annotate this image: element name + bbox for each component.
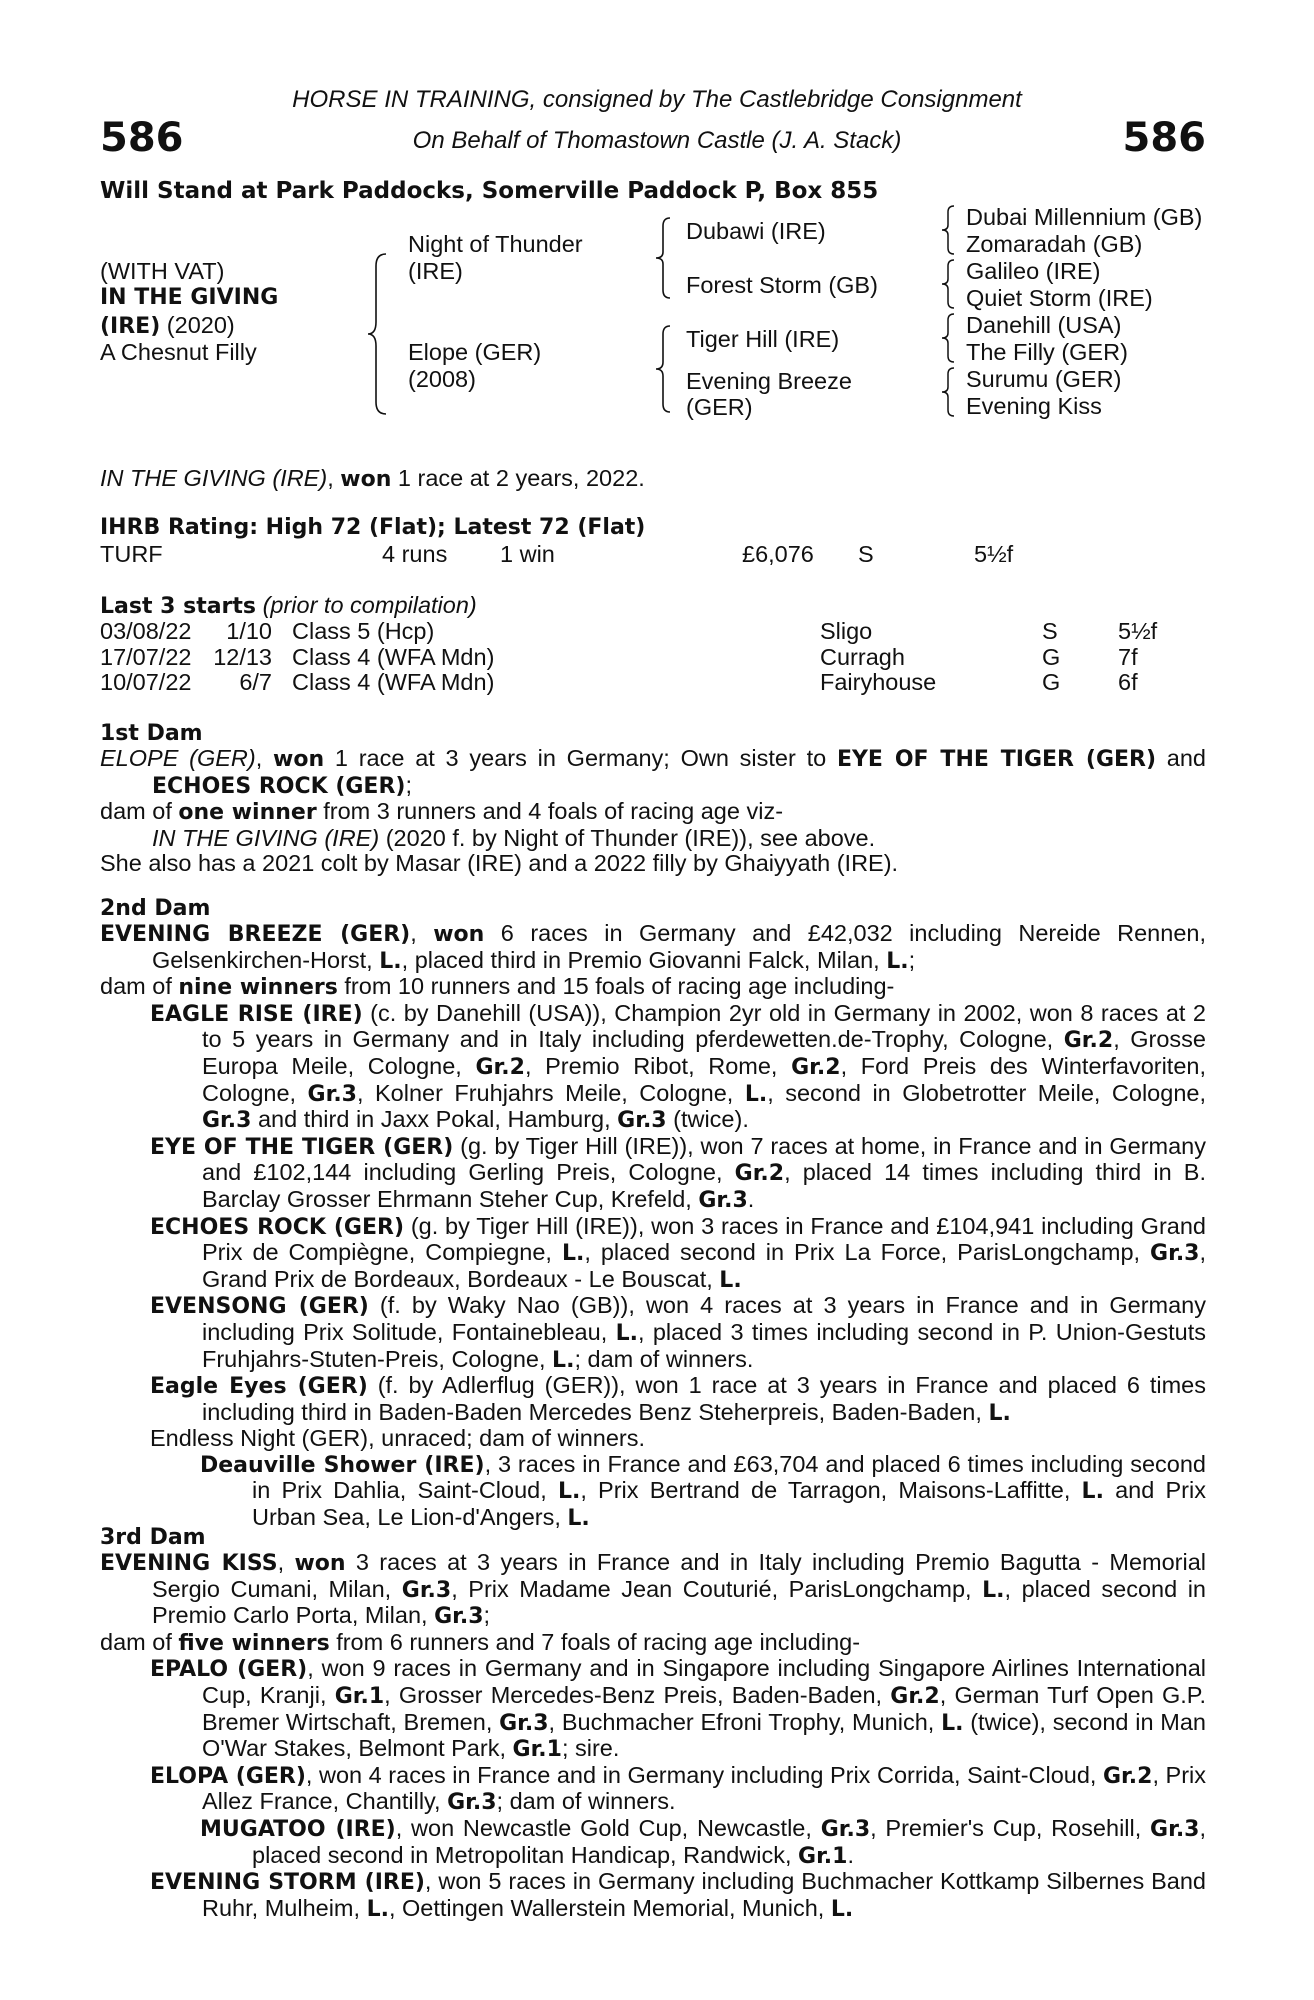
text: 3 races at 3 years in France and in Italy including Premio Bagutta - Memorial Sergio Cumani, Milan, bbox=[152, 1549, 1206, 1602]
text: , placed second in Metropolitan Handicap, Randwick, bbox=[252, 1814, 1207, 1868]
sire-dam: Forest Storm (GB) bbox=[686, 272, 878, 298]
text: 6 races in Germany and £42,032 including Nereide Rennen, Gelsenkirchen-Horst, bbox=[152, 920, 1206, 973]
start-pos: 1/10 bbox=[226, 618, 272, 644]
text: , Premier's Cup, Rosehill, bbox=[870, 1814, 1151, 1841]
text: from 6 runners and 7 foals of racing age including- bbox=[329, 1628, 861, 1655]
dam-line2: (2008) bbox=[408, 366, 476, 392]
sire-sire-dam: Zomaradah (GB) bbox=[966, 231, 1143, 257]
text: , Grosse Europa Meile, Cologne, bbox=[202, 1026, 1206, 1079]
sire-dam-sire: Galileo (IRE) bbox=[966, 258, 1101, 284]
rating-row bbox=[0, 541, 1314, 567]
text: , Prix Allez France, Chantilly, bbox=[202, 1761, 1206, 1815]
bold-text: Gr.3 bbox=[307, 1081, 357, 1107]
dam-sire-sire: Danehill (USA) bbox=[966, 312, 1122, 338]
text: , placed 3 times including second in P. Union-Gestuts Fruhjahrs-Stuten-Preis, Cologne, bbox=[202, 1318, 1206, 1372]
start-dist: 7f bbox=[1118, 643, 1138, 670]
bold-text: L. bbox=[982, 1577, 1005, 1603]
start-going: G bbox=[1042, 669, 1061, 696]
bold-text: Eagle Eyes (GER) bbox=[150, 1374, 368, 1400]
bold-text: Gr.3 bbox=[401, 1577, 452, 1603]
bold-text: Gr.1 bbox=[512, 1737, 562, 1763]
rating-going: S bbox=[858, 541, 874, 567]
bold-text: Gr.3 bbox=[447, 1790, 497, 1816]
first-dam-foal: IN THE GIVING (IRE) (2020 f. by Night of Thunder (IRE)), see above. bbox=[152, 824, 876, 851]
bold-text: ECHOES ROCK (GER) bbox=[150, 1214, 405, 1240]
bold-text: Gr.2 bbox=[734, 1161, 785, 1187]
produce-evening-storm bbox=[100, 1869, 1206, 1922]
start-row bbox=[0, 669, 1314, 695]
bold-text: won bbox=[433, 922, 485, 947]
text: ; bbox=[908, 946, 916, 973]
rating-surface: TURF bbox=[100, 541, 163, 567]
text: (f. by Adlerflug (GER)), won 1 race at 3 years in France and placed 6 times including third in Baden-Baden Mercedes Benz Steherpreis, Baden-Baden, bbox=[202, 1372, 1206, 1425]
text: , won 9 races in Germany and in Singapore including Singapore Airlines International Cup, Kranji, bbox=[202, 1655, 1206, 1708]
pedigree-brace-dd bbox=[940, 366, 956, 418]
bold-text: EVENING STORM (IRE) bbox=[150, 1870, 425, 1896]
text: ; dam of winners. bbox=[496, 1788, 676, 1815]
dam-sire: Tiger Hill (IRE) bbox=[686, 326, 840, 352]
pedigree-brace-ds bbox=[940, 312, 956, 364]
bold-text: L. bbox=[830, 1896, 854, 1922]
start-class: Class 5 (Hcp) bbox=[292, 618, 435, 644]
first-dam-section bbox=[100, 721, 1206, 877]
text: ; dam of winners. bbox=[574, 1345, 754, 1372]
text: . bbox=[847, 1841, 854, 1868]
text: , Oettingen Wallerstein Memorial, Munich, bbox=[388, 1894, 831, 1921]
start-pos: 12/13 bbox=[213, 643, 272, 670]
bold-text: EVENING BREEZE (GER) bbox=[100, 922, 411, 947]
pedigree-brace-main bbox=[366, 252, 388, 416]
bold-text: ELOPA (GER) bbox=[150, 1763, 306, 1789]
text: , placed second in Prix La Force, ParisLongchamp, bbox=[584, 1239, 1151, 1266]
produce-eagle-eyes bbox=[100, 1373, 1206, 1426]
text: , bbox=[277, 1549, 295, 1575]
bold-text: Gr.1 bbox=[798, 1843, 848, 1869]
horse-name: IN THE GIVING bbox=[100, 285, 279, 310]
start-going: S bbox=[1042, 618, 1058, 644]
produce-eagle-rise bbox=[100, 1001, 1206, 1134]
bold-text: EVENSONG (GER) bbox=[150, 1294, 369, 1320]
third-dam-section bbox=[100, 1525, 1206, 1922]
text: , Prix Madame Jean Couturié, ParisLongchamp, bbox=[451, 1575, 983, 1602]
start-date: 03/08/22 bbox=[100, 618, 192, 644]
start-course: Fairyhouse bbox=[820, 669, 937, 696]
bold-text: Gr.2 bbox=[890, 1683, 940, 1709]
rating-runs: 4 runs bbox=[382, 541, 448, 567]
bold-text: Gr.2 bbox=[1103, 1763, 1153, 1789]
text: ; sire. bbox=[561, 1735, 620, 1762]
start-row bbox=[0, 618, 1314, 644]
bold-text: L. bbox=[615, 1320, 638, 1346]
bold-text: EAGLE RISE (IRE) bbox=[150, 1001, 363, 1027]
text: , Grosser Mercedes-Benz Preis, Baden-Baden, bbox=[384, 1681, 891, 1708]
bold-text: Gr.3 bbox=[617, 1108, 667, 1134]
first-dam-heading: 1st Dam bbox=[100, 721, 203, 746]
horse-description: A Chesnut Filly bbox=[100, 339, 257, 365]
produce-epalo bbox=[100, 1656, 1206, 1762]
bold-text: Gr.2 bbox=[791, 1054, 841, 1080]
text: , German Turf Open G.P. Bremer Wirtschaft, Bremen, bbox=[202, 1681, 1206, 1735]
text: , won 5 races in Germany including Buchmacher Kottkamp Silbernes Band Ruhr, Mulheim, bbox=[202, 1868, 1206, 1921]
bold-text: five winners bbox=[178, 1630, 330, 1656]
bold-text: Gr.3 bbox=[1150, 1816, 1200, 1842]
second-dam-produce bbox=[100, 974, 1206, 1001]
sire-sire: Dubawi (IRE) bbox=[686, 218, 826, 244]
sire-sire-sire: Dubai Millennium (GB) bbox=[966, 204, 1203, 230]
text: , Kolner Fruhjahrs Meile, Cologne, bbox=[356, 1079, 745, 1106]
pedigree-brace-sd bbox=[940, 258, 956, 310]
text: , Grand Prix de Bordeaux, Bordeaux - Le Bouscat, bbox=[202, 1239, 1207, 1292]
bold-text: Gr.3 bbox=[698, 1187, 748, 1213]
text: , placed second in Premio Carlo Porta, Milan, bbox=[152, 1575, 1206, 1629]
dam-dam-dam: Evening Kiss bbox=[966, 393, 1102, 419]
first-dam-record: ELOPE (GER), won 1 race at 3 years in Germany; Own sister to EYE OF THE TIGER (GER) and ECHOES ROCK (GER); bbox=[100, 745, 1207, 799]
pedigree-brace-dam bbox=[654, 324, 672, 414]
text: and Prix Urban Sea, Le Lion-d'Angers, bbox=[252, 1477, 1206, 1531]
text: (g. by Tiger Hill (IRE)), won 3 races in France and £104,941 including Grand Prix de Compiègne, Compiegne, bbox=[202, 1212, 1206, 1266]
produce-evensong bbox=[100, 1293, 1206, 1373]
third-dam-heading: 3rd Dam bbox=[100, 1525, 206, 1550]
text: , Ford Preis des Winterfavoriten, Cologne, bbox=[202, 1052, 1207, 1106]
second-dam-heading: 2nd Dam bbox=[100, 896, 211, 921]
text: dam of bbox=[100, 973, 179, 1000]
start-going: G bbox=[1042, 643, 1061, 670]
start-pos: 6/7 bbox=[239, 669, 272, 696]
second-dam-section bbox=[100, 896, 1206, 1532]
bold-text: L. bbox=[557, 1479, 581, 1505]
second-dam-record bbox=[100, 921, 1206, 974]
bold-text: L. bbox=[988, 1400, 1011, 1426]
consignor-line: HORSE IN TRAINING, consigned by The Castlebridge Consignment bbox=[292, 86, 1022, 113]
produce-eye-of-the-tiger bbox=[100, 1134, 1206, 1214]
start-dist: 6f bbox=[1118, 669, 1138, 696]
bold-text: Gr.2 bbox=[475, 1054, 525, 1080]
bold-text: L. bbox=[567, 1506, 590, 1532]
lot-number-right: 586 bbox=[1122, 115, 1206, 161]
bold-text: Gr.3 bbox=[1150, 1241, 1200, 1267]
bold-text: Deauville Shower (IRE) bbox=[200, 1452, 485, 1478]
produce-echoes-rock bbox=[100, 1214, 1206, 1294]
bold-text: L. bbox=[366, 1896, 389, 1922]
start-dist: 5½f bbox=[1118, 618, 1158, 644]
bold-text: EYE OF THE TIGER (GER) bbox=[150, 1134, 454, 1160]
start-course: Curragh bbox=[820, 643, 905, 670]
bold-text: L. bbox=[719, 1267, 742, 1293]
bold-text: L. bbox=[561, 1241, 585, 1267]
text: (twice). bbox=[666, 1106, 749, 1133]
start-date: 17/07/22 bbox=[100, 643, 192, 670]
bold-text: nine winners bbox=[178, 975, 338, 1001]
text: , Buchmacher Efroni Trophy, Munich, bbox=[548, 1708, 942, 1735]
on-behalf-line: On Behalf of Thomastown Castle (J. A. Stack) bbox=[412, 127, 902, 154]
text: (f. by Waky Nao (GB)), won 4 races at 3 years in France and in Germany including Prix Solitude, Fontainebleau, bbox=[202, 1292, 1206, 1345]
bold-text: EVENING KISS bbox=[100, 1551, 278, 1576]
bold-text: Gr.3 bbox=[434, 1604, 484, 1630]
text: , bbox=[410, 920, 434, 946]
bold-text: L. bbox=[941, 1710, 964, 1736]
text: . bbox=[747, 1185, 755, 1212]
bold-text: MUGATOO (IRE) bbox=[200, 1816, 396, 1842]
text: (twice), second in Man O'War Stakes, Belmont Park, bbox=[202, 1708, 1206, 1762]
bold-text: Gr.3 bbox=[202, 1108, 252, 1134]
text: , second in Globetrotter Meile, Cologne, bbox=[767, 1079, 1206, 1106]
text: , won Newcastle Gold Cup, Newcastle, bbox=[395, 1814, 821, 1841]
bold-text: Gr.3 bbox=[820, 1816, 871, 1842]
bold-text: L. bbox=[552, 1347, 575, 1373]
bold-text: Gr.1 bbox=[334, 1683, 385, 1709]
pedigree-brace-ss bbox=[940, 204, 956, 256]
bold-text: Gr.3 bbox=[499, 1710, 549, 1736]
produce-elopa bbox=[100, 1763, 1206, 1816]
vat-note: (WITH VAT) bbox=[100, 258, 225, 284]
text: ; bbox=[483, 1602, 491, 1629]
rating-distance: 5½f bbox=[974, 541, 1014, 567]
third-dam-record bbox=[100, 1550, 1206, 1630]
bold-text: EPALO (GER) bbox=[150, 1657, 308, 1683]
race-summary: IN THE GIVING (IRE), won 1 race at 2 years, 2022. bbox=[100, 465, 645, 492]
start-course: Sligo bbox=[820, 618, 873, 644]
sire-line2: (IRE) bbox=[408, 258, 463, 284]
dam-dam: Evening Breeze bbox=[686, 368, 852, 394]
bold-text: Gr.2 bbox=[1063, 1028, 1114, 1054]
sire-dam-dam: Quiet Storm (IRE) bbox=[966, 285, 1153, 311]
dam-dam-sire: Surumu (GER) bbox=[966, 366, 1122, 392]
rating-title: IHRB Rating: High 72 (Flat); Latest 72 (Flat) bbox=[100, 515, 646, 540]
start-date: 10/07/22 bbox=[100, 669, 192, 696]
bold-text: L. bbox=[886, 948, 909, 974]
sire: Night of Thunder bbox=[408, 231, 583, 257]
text: , Premio Ribot, Rome, bbox=[524, 1052, 792, 1079]
text: (g. by Tiger Hill (IRE)), won 7 races at home, in France and in Germany and £102,144 including Gerling Preis, Cologne, bbox=[202, 1132, 1206, 1186]
dam: Elope (GER) bbox=[408, 339, 542, 365]
produce-mugatoo bbox=[100, 1816, 1206, 1869]
text: , 3 races in France and £63,704 and placed 6 times including second in Prix Dahlia, Saint-Cloud, bbox=[252, 1450, 1206, 1504]
third-dam-produce bbox=[100, 1630, 1206, 1657]
text: and third in Jaxx Pokal, Hamburg, bbox=[251, 1106, 618, 1133]
rating-prize: £6,076 bbox=[742, 541, 814, 567]
start-class: Class 4 (WFA Mdn) bbox=[292, 643, 495, 670]
pedigree-brace-sire bbox=[654, 216, 672, 300]
start-row bbox=[0, 644, 1314, 670]
bold-text: L. bbox=[744, 1081, 768, 1107]
start-class: Class 4 (WFA Mdn) bbox=[292, 669, 495, 696]
dam-sire-dam: The Filly (GER) bbox=[966, 339, 1128, 365]
bold-text: L. bbox=[1081, 1479, 1104, 1505]
bold-text: L. bbox=[379, 948, 402, 974]
bold-text: won bbox=[294, 1551, 346, 1576]
text: , placed 14 times including third in B. Barclay Grosser Ehrmann Steher Cup, Krefeld, bbox=[202, 1159, 1206, 1212]
lot-number-left: 586 bbox=[100, 115, 184, 161]
dam-dam-line2: (GER) bbox=[686, 394, 753, 420]
text: from 10 runners and 15 foals of racing age including- bbox=[337, 973, 895, 1000]
stabling-line: Will Stand at Park Paddocks, Somerville Paddock P, Box 855 bbox=[100, 178, 879, 204]
produce-deauville-shower bbox=[100, 1452, 1206, 1532]
text: dam of bbox=[100, 1628, 179, 1655]
text: , Prix Bertrand de Tarragon, Maisons-Laffitte, bbox=[580, 1477, 1082, 1504]
horse-name-line2: (IRE) (2020) bbox=[100, 312, 235, 339]
first-dam-produce: dam of one winner from 3 runners and 4 foals of racing age viz- bbox=[100, 798, 784, 826]
text: , won 4 races in France and in Germany including Prix Corrida, Saint-Cloud, bbox=[305, 1761, 1103, 1788]
text: (c. by Danehill (USA)), Champion 2yr old in Germany in 2002, won 8 races at 2 to 5 years in Germany and in Italy including pferdewetten.de-Trophy, Cologne, bbox=[202, 999, 1206, 1053]
first-dam-note: She also has a 2021 colt by Masar (IRE) and a 2022 filly by Ghaiyyath (IRE). bbox=[100, 850, 899, 877]
text: , placed third in Premio Giovanni Falck, Milan, bbox=[401, 946, 887, 973]
text: Endless Night (GER), unraced; dam of winners. bbox=[150, 1425, 646, 1452]
starts-heading: Last 3 starts (prior to compilation) bbox=[100, 592, 477, 619]
rating-wins: 1 win bbox=[500, 541, 555, 567]
produce-endless-night bbox=[100, 1426, 1206, 1452]
